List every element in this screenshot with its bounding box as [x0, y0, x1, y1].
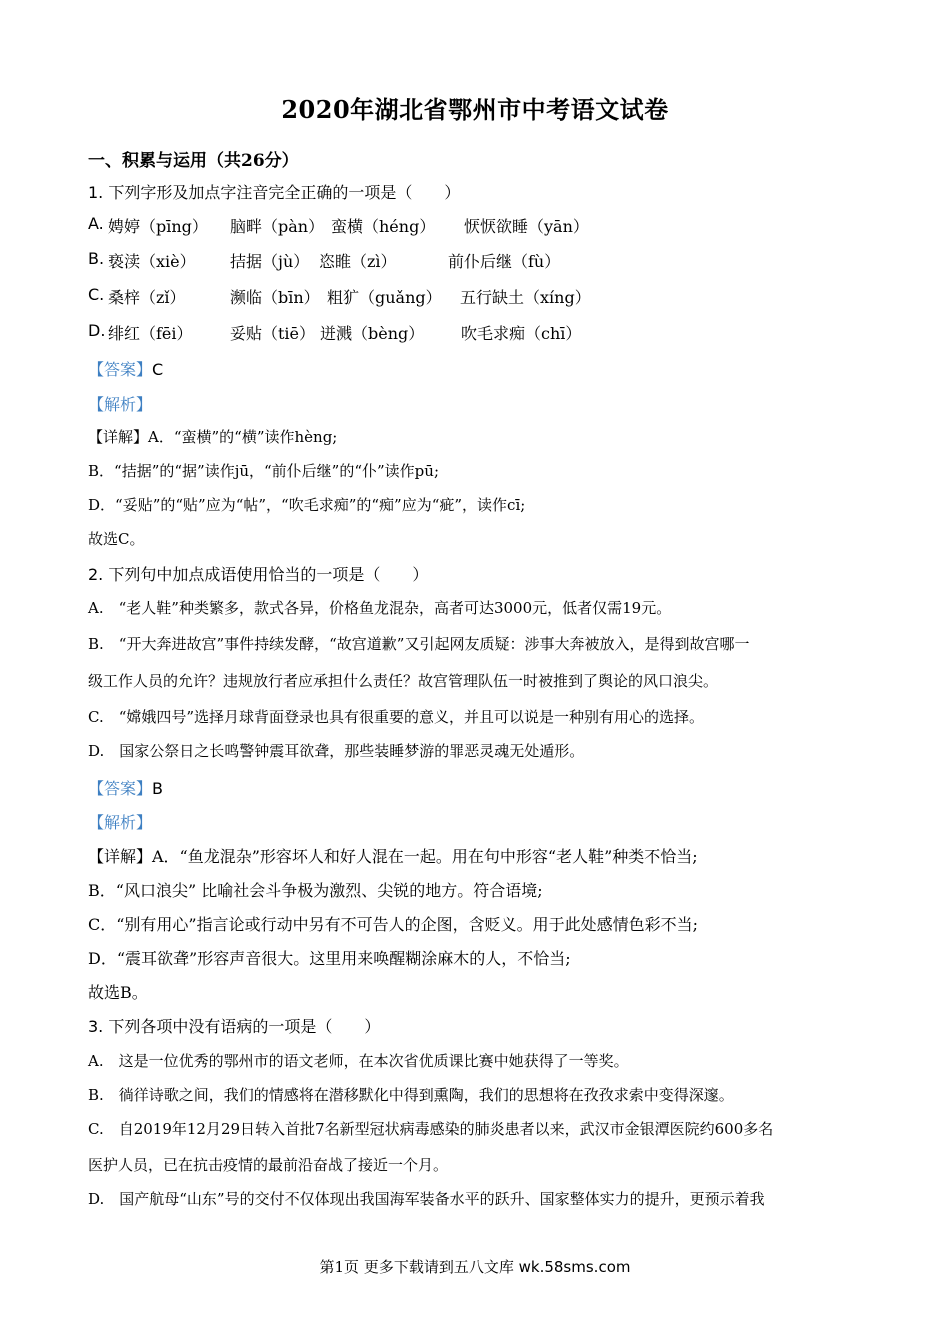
option-item: 拮据（jù）: [230, 252, 310, 271]
option-item: 五行缺土（xíng）: [460, 288, 591, 307]
answer-tag: 【答案】: [88, 779, 153, 798]
option-item: 迸溅（bèng）: [320, 324, 425, 343]
q1-option-b: [88, 249, 848, 271]
q2-detail-line: B．“风口浪尖” 比喻社会斗争极为激烈、尖锐的地方。符合语境;: [88, 881, 543, 900]
q1-analysis-tag: 【解析】: [88, 395, 153, 414]
option-label: D.: [88, 321, 106, 340]
option-item: 恹恹欲睡（yān）: [464, 217, 589, 236]
q2-detail-line: 【详解】A．“鱼龙混杂”形容坏人和好人混在一起。用在句中形容“老人鞋”种类不恰当;: [88, 847, 698, 866]
q1-detail-line: B．“拮据”的“据”读作jū，“前仆后继”的“仆”读作pū;: [88, 462, 440, 480]
option-label: B.: [88, 249, 105, 268]
question-number: 1.: [88, 183, 104, 202]
answer-value: B: [152, 779, 163, 798]
option-item: 桑梓（zǐ）: [108, 288, 186, 307]
answer-tag: 【答案】: [88, 360, 153, 379]
option-item: 脑畔（pàn）: [230, 217, 325, 236]
option-item: 娉婷（pīng）: [108, 217, 208, 236]
q1-answer: [88, 357, 163, 380]
page-number: 第1页: [319, 1258, 360, 1276]
option-item: 蛮横（héng）: [331, 217, 436, 236]
question-text: 下列字形及加点字注音完全正确的一项是（ ）: [108, 183, 461, 202]
option-label: A.: [88, 214, 104, 233]
q1-detail-line: 故选C。: [88, 530, 145, 548]
q1-option-d: [88, 321, 848, 343]
q3-option-c: C. 自2019年12月29日转入首批7名新型冠状病毒感染的肺炎患者以来，武汉市金银潭医院约600多名: [88, 1120, 774, 1138]
section-heading: 一、积累与运用（共26分）: [88, 151, 299, 171]
option-item: 吹毛求痴（chī）: [461, 324, 582, 343]
option-item: 妥贴（tiē）: [230, 324, 316, 343]
option-label: C.: [88, 285, 105, 304]
option-item: 粗犷（guǎng）: [327, 288, 442, 307]
answer-value: C: [152, 360, 164, 379]
question-2-stem: [88, 562, 428, 585]
option-item: 亵渎（xiè）: [108, 252, 196, 271]
footer-link[interactable]: wk.58sms.com: [518, 1258, 631, 1276]
q2-answer: [88, 776, 163, 799]
q3-option-a: A. 这是一位优秀的鄂州市的语文老师，在本次省优质课比赛中她获得了一等奖。: [88, 1052, 629, 1070]
question-1-stem: [88, 180, 460, 203]
question-text: 下列句中加点成语使用恰当的一项是（ ）: [108, 565, 429, 584]
footer-text: 更多下载请到五八文库: [363, 1258, 514, 1276]
q3-option-b: B. 徜徉诗歌之间，我们的情感将在潜移默化中得到熏陶，我们的思想将在孜孜求索中变得深邃。: [88, 1086, 734, 1104]
q2-detail-line: C．“别有用心”指言论或行动中另有不可告人的企图，含贬义。用于此处感情色彩不当;: [88, 915, 698, 934]
question-text: 下列各项中没有语病的一项是（ ）: [108, 1017, 381, 1036]
option-item: 绯红（fēi）: [108, 324, 193, 343]
q2-detail-line: 故选B。: [88, 983, 148, 1002]
q2-analysis-tag: 【解析】: [88, 813, 153, 832]
q1-detail-line: D．“妥贴”的“贴”应为“帖”，“吹毛求痴”的“痴”应为“疵”，读作cī;: [88, 496, 526, 514]
q3-option-d: D. 国产航母“山东”号的交付不仅体现出我国海军装备水平的跃升、国家整体实力的提升，更预示着我: [88, 1190, 765, 1208]
page-footer: [0, 1256, 950, 1277]
q2-option-b-cont: 级工作人员的允许？违规放行者应承担什么责任？故宫管理队伍一时被推到了舆论的风口浪尖。: [88, 672, 719, 690]
q1-option-a: [88, 214, 848, 236]
q2-option-c: C. “嫦娥四号”选择月球背面登录也具有很重要的意义，并且可以说是一种别有用心的选择。: [88, 708, 705, 726]
q2-detail-line: D．“震耳欲聋”形容声音很大。这里用来唤醒糊涂麻木的人，不恰当;: [88, 949, 571, 968]
document-title: 2020年湖北省鄂州市中考语文试卷: [281, 95, 669, 124]
question-number: 3.: [88, 1017, 104, 1036]
question-number: 2.: [88, 565, 104, 584]
option-item: 濒临（bīn）: [230, 288, 320, 307]
q3-option-c-cont: 医护人员，已在抗击疫情的最前沿奋战了接近一个月。: [88, 1156, 449, 1174]
q1-option-c: [88, 285, 848, 307]
q2-option-a: A. “老人鞋”种类繁多，款式各异，价格鱼龙混杂，高者可达3000元，低者仅需19元。: [88, 599, 672, 617]
q1-detail-line: 【详解】A．“蛮横”的“横”读作hèng;: [88, 428, 338, 446]
option-item: 前仆后继（fù）: [448, 252, 561, 271]
q2-option-b: B. “开大奔进故宫”事件持续发酵，“故宫道歉”又引起网友质疑：涉事大奔被放入，是得到故宫哪一: [88, 635, 750, 653]
q2-option-d: D. 国家公祭日之长鸣警钟震耳欲聋，那些装睡梦游的罪恶灵魂无处遁形。: [88, 742, 585, 760]
question-3-stem: [88, 1014, 380, 1037]
option-item: 恣睢（zì）: [319, 252, 397, 271]
